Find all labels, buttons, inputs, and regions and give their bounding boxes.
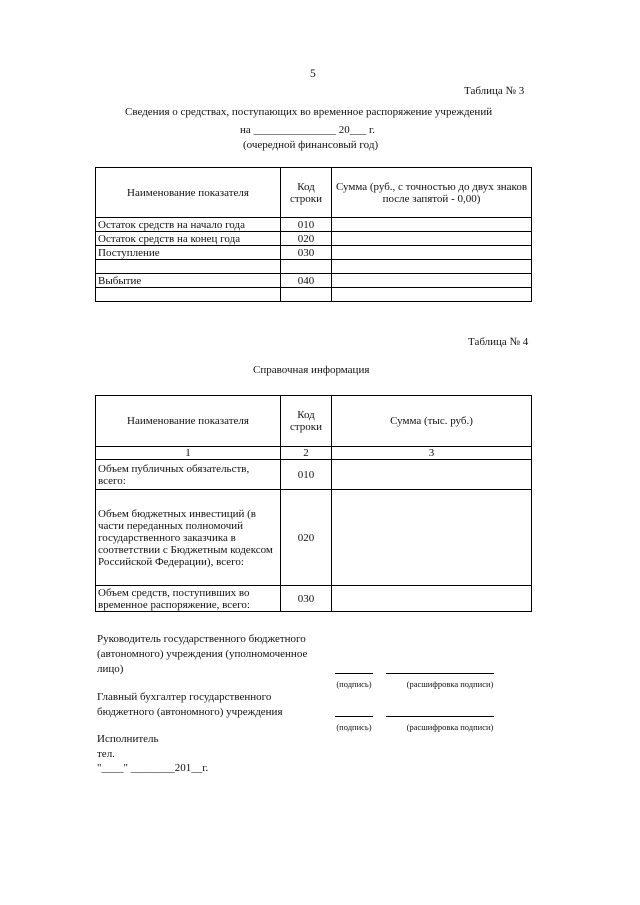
table4-row-name: Объем средств, поступивших во временное распоряжение, всего: [96, 586, 281, 612]
table4-col-number: 1 [96, 447, 281, 460]
table3-row-code [281, 260, 332, 274]
table4-row-code: 010 [281, 460, 332, 490]
head-signature-caption: (подпись) [336, 679, 372, 689]
table4-row-sum[interactable] [332, 460, 532, 490]
accountant-signature-line[interactable] [335, 716, 373, 717]
table3-row-sum[interactable] [332, 232, 532, 246]
head-decoding-line[interactable] [386, 673, 494, 674]
table3-title: Сведения о средствах, поступающих во временное распоряжение учреждений [125, 106, 493, 118]
table3-row-name: Остаток средств на начало года [96, 218, 281, 232]
accountant-signature-label: Главный бухгалтер государственного бюджетного (автономного) учреждения [97, 691, 283, 718]
table3-row-code: 020 [281, 232, 332, 246]
table3-row-sum[interactable] [332, 288, 532, 302]
table-row [96, 490, 532, 586]
table3-row-code: 030 [281, 246, 332, 260]
table4-header-code: Код строки [281, 396, 332, 447]
table4-header-name: Наименование показателя [96, 396, 281, 447]
phone-label: тел. [97, 748, 115, 760]
table-row [96, 288, 532, 302]
table4-row-code: 030 [281, 586, 332, 612]
table3-date-caption: (очередной финансовый год) [243, 139, 379, 151]
table4-label: Таблица № 4 [468, 336, 529, 348]
table4-row-code: 020 [281, 490, 332, 586]
table3-date-line: на _______________ 20___ г. [240, 124, 376, 136]
table3-row-name: Выбытие [96, 274, 281, 288]
table-row [96, 218, 532, 232]
table4-row-sum[interactable] [332, 586, 532, 612]
executor-label: Исполнитель [97, 733, 159, 745]
table4-row-sum[interactable] [332, 490, 532, 586]
table3-row-code [281, 288, 332, 302]
page-number: 5 [310, 68, 316, 80]
accountant-decoding-caption: (расшифровка подписи) [406, 722, 494, 732]
table-row [96, 246, 532, 260]
head-signature-line[interactable] [335, 673, 373, 674]
table3-row-sum[interactable] [332, 218, 532, 232]
table3-row-name [96, 288, 281, 302]
table3-header-row [96, 168, 532, 218]
table4-header-row [96, 396, 532, 447]
table3-row-sum[interactable] [332, 274, 532, 288]
table3-header-sum: Сумма (руб., с точностью до двух знаков после запятой - 0,00) [332, 168, 532, 218]
table3-row-sum[interactable] [332, 260, 532, 274]
table3-row-code: 040 [281, 274, 332, 288]
table-row [96, 260, 532, 274]
table-row [96, 274, 532, 288]
table-row [96, 460, 532, 490]
head-decoding-caption: (расшифровка подписи) [406, 679, 494, 689]
accountant-decoding-line[interactable] [386, 716, 494, 717]
table4-column-numbers-row [96, 447, 532, 460]
table4-row-name: Объем публичных обязательств, всего: [96, 460, 281, 490]
table4-header-sum: Сумма (тыс. руб.) [332, 396, 532, 447]
table3-row-name: Остаток средств на конец года [96, 232, 281, 246]
head-signature-label: Руководитель государственного бюджетного (автономного) учреждения (уполномоченное лицо) [97, 633, 308, 675]
table-row [96, 586, 532, 612]
table3-header-name: Наименование показателя [96, 168, 281, 218]
table4-col-number: 2 [281, 447, 332, 460]
table4 [95, 395, 532, 612]
table3-row-name: Поступление [96, 246, 281, 260]
table3-label: Таблица № 3 [464, 85, 525, 97]
table4-title: Справочная информация [253, 364, 370, 376]
table3-row-code: 010 [281, 218, 332, 232]
table3-header-code: Код строки [281, 168, 332, 218]
table4-row-name: Объем бюджетных инвестиций (в части переданных полномочий государственного заказчика в соответствии с Бюджетным кодексом Российской Федерации), всего: [96, 490, 281, 586]
table4-col-number: 3 [332, 447, 532, 460]
accountant-signature-caption: (подпись) [336, 722, 372, 732]
table3-row-sum[interactable] [332, 246, 532, 260]
table-row [96, 232, 532, 246]
table3 [95, 167, 532, 302]
table3-row-name [96, 260, 281, 274]
signature-date-line: "____" ________201__г. [97, 762, 209, 774]
